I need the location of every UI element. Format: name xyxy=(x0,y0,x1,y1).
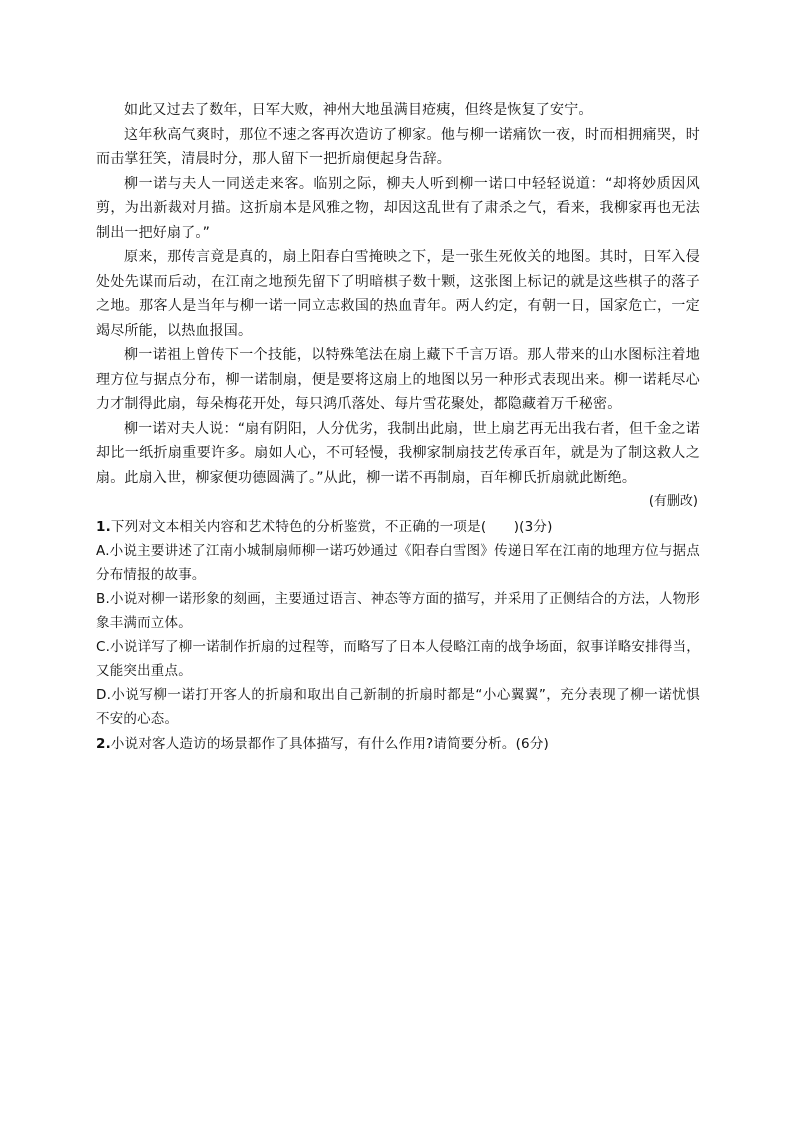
question-1 xyxy=(96,515,700,731)
question-2-text: 小说对客人造访的场景都作了具体描写，有什么作用?请简要分析。(6分) xyxy=(110,736,550,752)
question-2-number: 2. xyxy=(96,736,111,752)
article-paragraph-1: 如此又过去了数年，日军大败，神州大地虽满目疮痍，但终是恢复了安宁。 xyxy=(124,102,593,118)
article-paragraph-3: 柳一诺与夫人一同送走来客。临别之际，柳夫人听到柳一诺口中轻轻说道：“却将妙质因风剪，为出新裁对月描。这折扇本是风雅之物，却因这乱世有了肃杀之气，看来，我柳家再也无法制出一把好扇了。” xyxy=(96,175,700,241)
document-page xyxy=(96,98,700,756)
source-note: (有删改) xyxy=(648,494,698,509)
question-1-option-d: D.小说写柳一诺打开客人的折扇和取出自己新制的折扇时都是“小心翼翼”，充分表现了柳一诺忧惧不安的心态。 xyxy=(96,687,700,727)
article-paragraph-5: 柳一诺祖上曾传下一个技能，以特殊笔法在扇上藏下千言万语。那人带来的山水图标注着地理方位与据点分布，柳一诺制扇，便是要将这扇上的地图以另一种形式表现出来。柳一诺耗尽心力才制得此扇，每朵梅花开处，每只鸿爪落处、每片雪花聚处，都隐藏着万千秘密。 xyxy=(96,347,700,412)
question-1-number: 1. xyxy=(96,519,111,535)
article-paragraph-4: 原来，那传言竟是真的，扇上阳春白雪掩映之下，是一张生死攸关的地图。其时，日军入侵处处先谋而后动，在江南之地预先留下了明暗棋子数十颗，这张图上标记的就是这些棋子的落子之地。那客人是当年与柳一诺一同立志救国的热血青年。两人约定，有朝一日，国家危亡，一定竭尽所能，以热血报国。 xyxy=(96,249,700,339)
question-1-option-a: A.小说主要讲述了江南小城制扇师柳一诺巧妙通过《阳春白雪图》传递日军在江南的地理方位与据点分布情报的故事。 xyxy=(96,543,700,583)
question-1-text: 下列对文本相关内容和艺术特色的分析鉴赏，不正确的一项是( )(3分) xyxy=(110,519,553,535)
question-1-stem xyxy=(96,515,700,539)
question-2 xyxy=(96,732,700,756)
article-body xyxy=(96,98,700,514)
article-paragraph-2: 这年秋高气爽时，那位不速之客再次造访了柳家。他与柳一诺痛饮一夜，时而相拥痛哭，时而击掌狂笑，清晨时分，那人留下一把折扇便起身告辞。 xyxy=(96,126,700,167)
question-1-option-b: B.小说对柳一诺形象的刻画，主要通过语言、神态等方面的描写，并采用了正侧结合的方法，人物形象丰满而立体。 xyxy=(96,591,700,631)
question-2-stem xyxy=(96,732,700,756)
question-1-option-c: C.小说详写了柳一诺制作折扇的过程等，而略写了日本人侵略江南的战争场面，叙事详略安排得当，又能突出重点。 xyxy=(96,639,700,679)
article-paragraph-6: 柳一诺对夫人说：“扇有阴阳，人分优劣，我制出此扇，世上扇艺再无出我右者，但千金之诺却比一纸折扇重要许多。扇如人心，不可轻慢，我柳家制扇技艺传承百年，就是为了制这救人之扇。此扇入世，柳家便功德圆满了。”从此，柳一诺不再制扇，百年柳氏折扇就此断绝。 xyxy=(96,420,700,486)
